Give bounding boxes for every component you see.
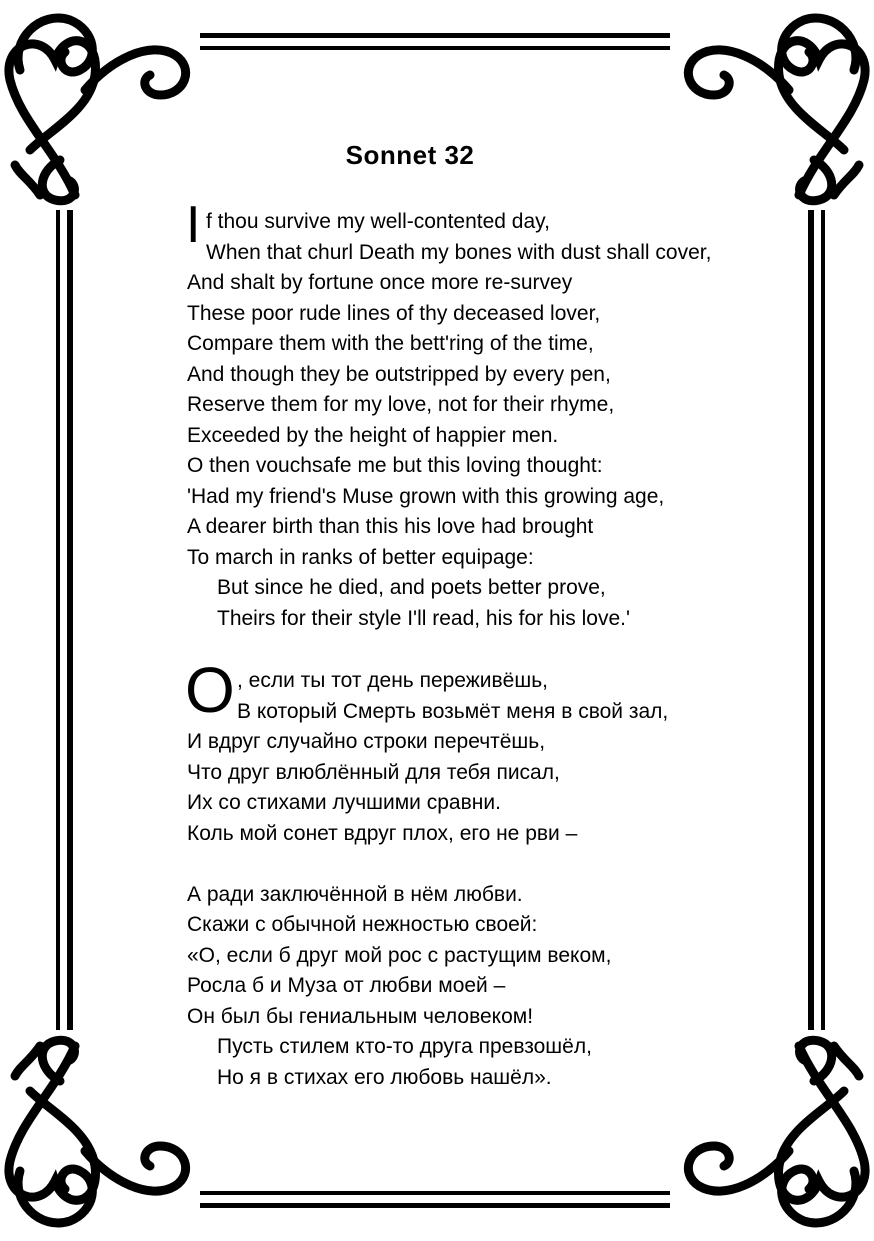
stanza-gap: [187, 849, 807, 880]
poem-line: When that churl Death my bones with dust shall cover,: [206, 240, 712, 264]
poem-line: Коль мой сонет вдруг плох, его не рви –: [187, 821, 578, 845]
poem-line: These poor rude lines of thy deceased lover,: [187, 301, 601, 325]
poem-line: И вдруг случайно строки перечтёшь,: [187, 730, 546, 753]
poem-line: Reserve them for my love, not for their rhyme,: [187, 393, 615, 416]
poem-line: Их со стихами лучшими сравни.: [187, 791, 501, 814]
poem-line: В который Смерть возьмёт меня в свой зал,: [237, 699, 669, 723]
poem-line: Compare them with the bett'ring of the time,: [187, 332, 594, 355]
couplet-line: Но я в стихах его любовь нашёл».: [217, 1065, 552, 1089]
poem-line: And though they be outstripped by every pen,: [187, 362, 611, 386]
drop-cap: О: [185, 654, 235, 726]
english-sonnet: [186, 196, 807, 634]
corner-ornament-top-left: [9, 18, 186, 201]
poem-line-text: , если ты тот день переживёшь,: [237, 669, 548, 692]
poem-line: Что друг влюблённый для тебя писал,: [187, 760, 560, 784]
drop-cap: I: [186, 196, 201, 254]
corner-ornament-bottom-left: [9, 1040, 186, 1223]
corner-ornament-top-right: [688, 18, 865, 201]
couplet-line: Пусть стилем кто-то друга превзошёл,: [217, 1035, 592, 1058]
poem-title: Sonnet 32: [345, 140, 475, 170]
russian-sonnet: [185, 654, 807, 1093]
couplet-line: But since he died, and poets better prove,: [217, 576, 606, 599]
poem-line: Скажи с обычной нежностью своей:: [187, 913, 538, 936]
poem-line: Росла б и Муза от любви моей –: [187, 974, 506, 997]
poem-line-text: f thou survive my well-contented day,: [206, 210, 550, 233]
poem-line: Exceeded by the height of happier men.: [187, 423, 559, 447]
poem-line: O then vouchsafe me but this loving thought:: [187, 454, 603, 477]
poem-line: To march in ranks of better equipage:: [187, 545, 534, 569]
poem-line: «О, если б друг мой рос с растущим веком,: [187, 943, 612, 967]
poem-line: Он был бы гениальным человеком!: [187, 1004, 534, 1028]
poem-line: A dearer birth than this his love had brought: [187, 515, 594, 538]
couplet-line: Theirs for their style I'll read, his for his love.': [217, 606, 630, 630]
poem-line: 'Had my friend's Muse grown with this growing age,: [187, 484, 665, 508]
poem-line: And shalt by fortune once more re-survey: [187, 271, 573, 294]
poem-line: А ради заключённой в нём любви.: [187, 882, 523, 906]
